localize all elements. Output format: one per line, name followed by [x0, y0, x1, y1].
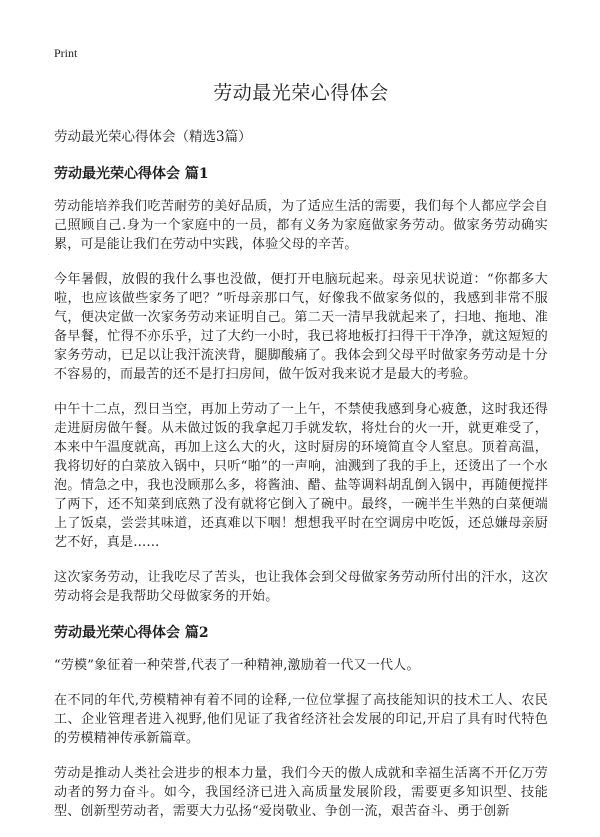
- section-heading: 劳动最光荣心得体会 篇2: [54, 625, 209, 641]
- paragraph: 中午十二点，烈日当空，再加上劳动了一上午，不禁使我感到身心疲惫，这时我还得走进厨房做午餐。从未做过饭的我拿起刀手就发软，将灶台的火一开，就更难受了，本来中午温度就高，再加上这么大的火，这时厨房的环境简直令人窒息。顶着高温，我将切好的白菜放入锅中，只听“啪”的一声响，油溅到了我的手上，还烫出了一个水泡。情急之中，我也没顾那么多，将酱油、醋、盐等调料胡乱倒入锅中，再随便搅拌了两下，还不知菜到底熟了没有就将它倒入了碗中。最终，一碗半生半熟的白菜便端上了饭桌，尝尝其味道，还真难以下咽！想想我平时在空调房中吃饭，还总嫌母亲厨艺不好，真是……: [54, 402, 548, 550]
- print-link[interactable]: Print: [54, 46, 78, 60]
- document-subtitle: 劳动最光荣心得体会（精选3篇）: [54, 129, 252, 145]
- section-2: [54, 622, 548, 821]
- paragraph: 在不同的年代,劳模精神有着不同的诠释,一位位掌握了高技能知识的技术工人、农民工、企业管理者进入视野,他们见证了我省经济社会发展的印记,开启了具有时代特色的劳模精神传承新篇章。: [54, 693, 548, 746]
- section-1: [54, 163, 548, 606]
- paragraph: “劳模”象征着一种荣誉,代表了一种精神,激励着一代又一代人。: [54, 658, 420, 673]
- document-title: 劳动最光荣心得体会: [213, 82, 389, 104]
- paragraph: 劳动能培养我们吃苦耐劳的美好品质，为了适应生活的需要，我们每个人都应学会自己照顾自己.身为一个家庭中的一员，都有义务为家庭做家务劳动。做家务劳动确实累，可是能让我们在劳动中实践，体验父母的辛苦。: [54, 199, 548, 252]
- section-heading: 劳动最光荣心得体会 篇1: [54, 166, 209, 182]
- document-page: [54, 78, 548, 837]
- paragraph: 今年暑假，放假的我什么事也没做，便打开电脑玩起来。母亲见状说道：“你都多大啦，也应该做些家务了吧？”听母亲那口气，好像我不做家务似的，我感到非常不服气，便决定做一次家务劳动来证明自己。第二天一清早我就起来了，扫地、拖地、准备早餐，忙得不亦乐乎，过了大约一小时，我已将地板打扫得干干净净，就这短短的家务劳动，已足以让我汗流浃背，腿脚酸痛了。我体会到父母平时做家务劳动是十分不容易的，而最苦的还不是打扫房间，做午饭对我来说才是最大的考验。: [54, 272, 548, 382]
- paragraph: 这次家务劳动，让我吃尽了苦头，也让我体会到父母做家务劳动所付出的汗水，这次劳动将会是我帮助父母做家务的开始。: [54, 570, 548, 604]
- paragraph: 劳动是推动人类社会进步的根本力量，我们今天的傲人成就和幸福生活离不开亿万劳动者的努力奋斗。如今，我国经济已进入高质量发展阶段，需要更多知识型、技能型、创新型劳动者，需要大力弘扬“爱岗敬业、争创一流，艰苦奋斗、勇于创新: [54, 766, 548, 819]
